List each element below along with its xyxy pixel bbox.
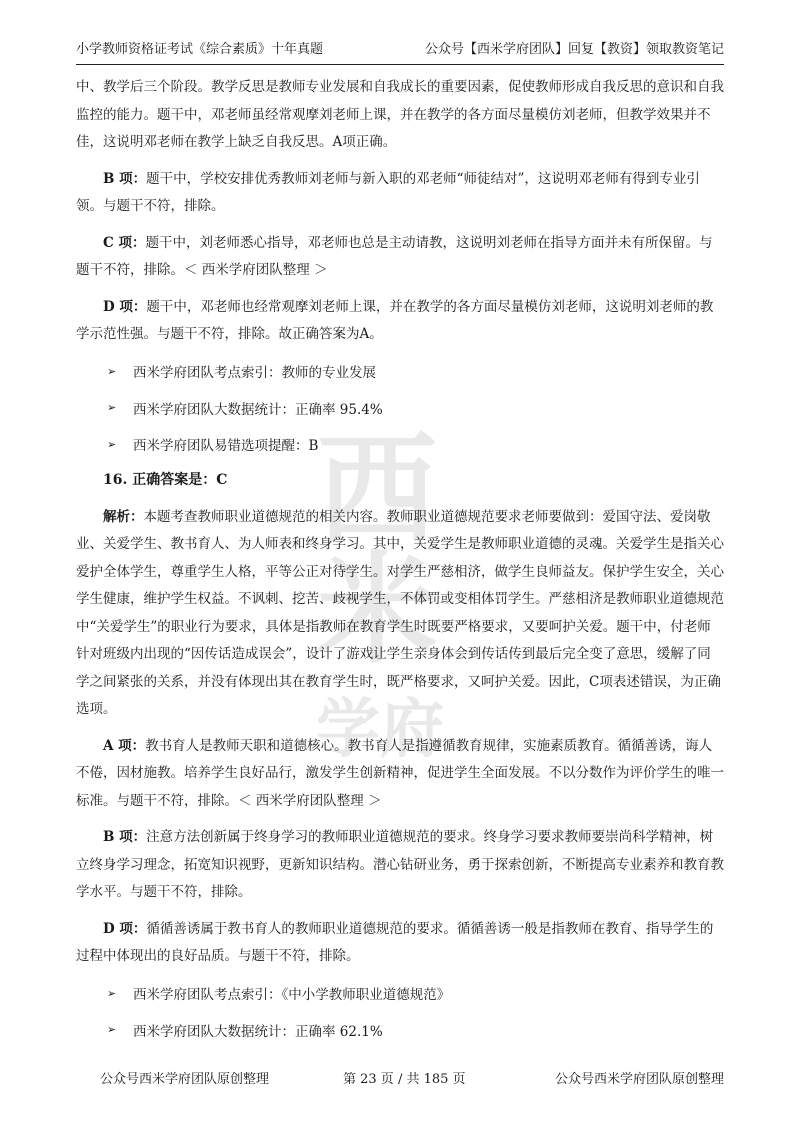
bullet-text: 西米学府团队大数据统计：正确率 62.1% — [133, 1023, 383, 1040]
page-header — [76, 36, 724, 65]
watermark-line2: 学府 — [316, 692, 444, 767]
bullet-text: 西米学府团队易错选项提醒：B — [133, 438, 319, 455]
arrow-bullet-icon: ➢ — [107, 986, 117, 1000]
analysis-text: 本题考查教师职业道德规范的相关内容。教师职业道德规范要求老师要做到：爱国守法、爱岗敬业、关爱学生、教书育人、为人师表和终身学习。其中，关爱学生是教师职业道德的灵魂。关爱学生是指关心爱护全体学生，尊重学生人格，平等公正对待学生。对学生严慈相济，做学生良师益友。保护学生安全，关心学生健康，维护学生权益。不讽刺、挖苦、歧视学生，不体罚或变相体罚学生。严慈相济是教师职业道德规范中“关爱学生”的职业行为要求，具体是指教师在教育学生时既要严格要求，又要呵护关爱。题干中，付老师针对班级内出现的“因传话造成误会”，设计了游戏让学生亲身体会到传话传到最后完全变了意思，缓解了同学之间紧张的关系，并没有体现出其在教育学生时，既严格要求，又呵护关爱。因此，C项表述错误，为正确选项。 — [76, 508, 724, 717]
document-body — [76, 74, 724, 1044]
header-right-promo: 公众号【西米学府团队】回复【教资】领取教资笔记 — [424, 42, 724, 57]
option-a2-text: 教书育人是教师天职和道德核心。教书育人是指遵循教育规律，实施素质教育。循循善诱，诲人不倦，因材施教。培养学生良好品行，激发学生创新精神，促进学生全面发展。不以分数作为评价学生的唯一标准。与题干不符，排除。＜ 西米学府团队整理 ＞ — [76, 737, 724, 809]
paragraph-continuation: 中、教学后三个阶段。教学反思是教师专业发展和自我成长的重要因素，促使教师形成自我反思的意识和自我监控的能力。题干中，邓老师虽经常观摩刘老师上课，并在教学的各方面尽量模仿刘老师，但教学效果并不佳，这说明邓老师在教学上缺乏自我反思。A项正确。 — [76, 79, 724, 150]
bullet-item — [107, 431, 724, 459]
option-b-explanation — [76, 166, 724, 221]
option-b-text: 题干中，学校安排优秀教师刘老师与新入职的邓老师“师徒结对”，这说明邓老师有得到专业引领。与题干不符，排除。 — [76, 170, 700, 214]
analysis-label: 解析： — [103, 508, 144, 525]
option-b2-label: B 项： — [103, 829, 147, 845]
option-c-text: 题干中，刘老师悉心指导，邓老师也总是主动请教，这说明刘老师在指导方面并未有所保留。与题干不符，排除。＜ 西米学府团队整理 ＞ — [76, 234, 713, 278]
option-d2-explanation — [76, 916, 724, 971]
bullet-item — [107, 1016, 724, 1044]
bullet-text: 西米学府团队大数据统计：正确率 95.4% — [133, 401, 383, 418]
footer-right: 公众号西米学府团队原创整理 — [554, 1072, 724, 1087]
option-b2-explanation — [76, 824, 724, 907]
option-d-text: 题干中，邓老师也经常观摩刘老师上课，并在教学的各方面尽量模仿刘老师，这说明刘老师的教学示范性强。与题干不符，排除。故正确答案为A。 — [76, 298, 714, 342]
bullet-item — [107, 358, 724, 386]
option-c-explanation — [76, 230, 724, 285]
arrow-bullet-icon: ➢ — [107, 401, 117, 415]
bullet-text: 西米学府团队考点索引：教师的专业发展 — [133, 365, 376, 382]
analysis-paragraph — [76, 504, 724, 724]
bullet-item — [107, 394, 724, 422]
option-c-label: C 项： — [103, 234, 146, 251]
watermark-line1: 西米 — [317, 419, 443, 680]
option-b2-text: 注意方法创新属于终身学习的教师职业道德规范的要求。终身学习要求教师要崇尚科学精神，树立终身学习理念，拓宽知识视野，更新知识结构。潜心钻研业务，勇于探索创新，不断提高专业素养和教育教学水平。与题干不符，排除。 — [76, 829, 724, 900]
arrow-bullet-icon: ➢ — [107, 364, 117, 378]
bullet-text: 西米学府团队考点索引：《中小学教师职业道德规范》 — [133, 987, 451, 1004]
option-d2-label: D 项： — [103, 920, 147, 937]
header-left-title: 小学教师资格证考试《综合素质》十年真题 — [76, 42, 324, 57]
option-a2-label: A 项： — [103, 737, 146, 754]
arrow-bullet-icon: ➢ — [107, 1023, 117, 1037]
bullet-item — [107, 980, 724, 1008]
option-d-label: D 项： — [103, 298, 147, 315]
page-number: 第 23 页 / 共 185 页 — [343, 1072, 466, 1087]
question-16-answer: 16. 正确答案是：C — [103, 472, 228, 488]
page-footer — [100, 1068, 724, 1088]
option-d-explanation — [76, 294, 724, 349]
option-d2-text: 循循善诱属于教书育人的教师职业道德规范的要求。循循善诱一般是指教师在教育、指导学生的过程中体现出的良好品质。与题干不符，排除。 — [76, 920, 714, 964]
option-b-label: B 项： — [103, 170, 147, 187]
option-a2-explanation — [76, 733, 724, 816]
arrow-bullet-icon: ➢ — [107, 437, 117, 451]
footer-left: 公众号西米学府团队原创整理 — [100, 1072, 270, 1087]
